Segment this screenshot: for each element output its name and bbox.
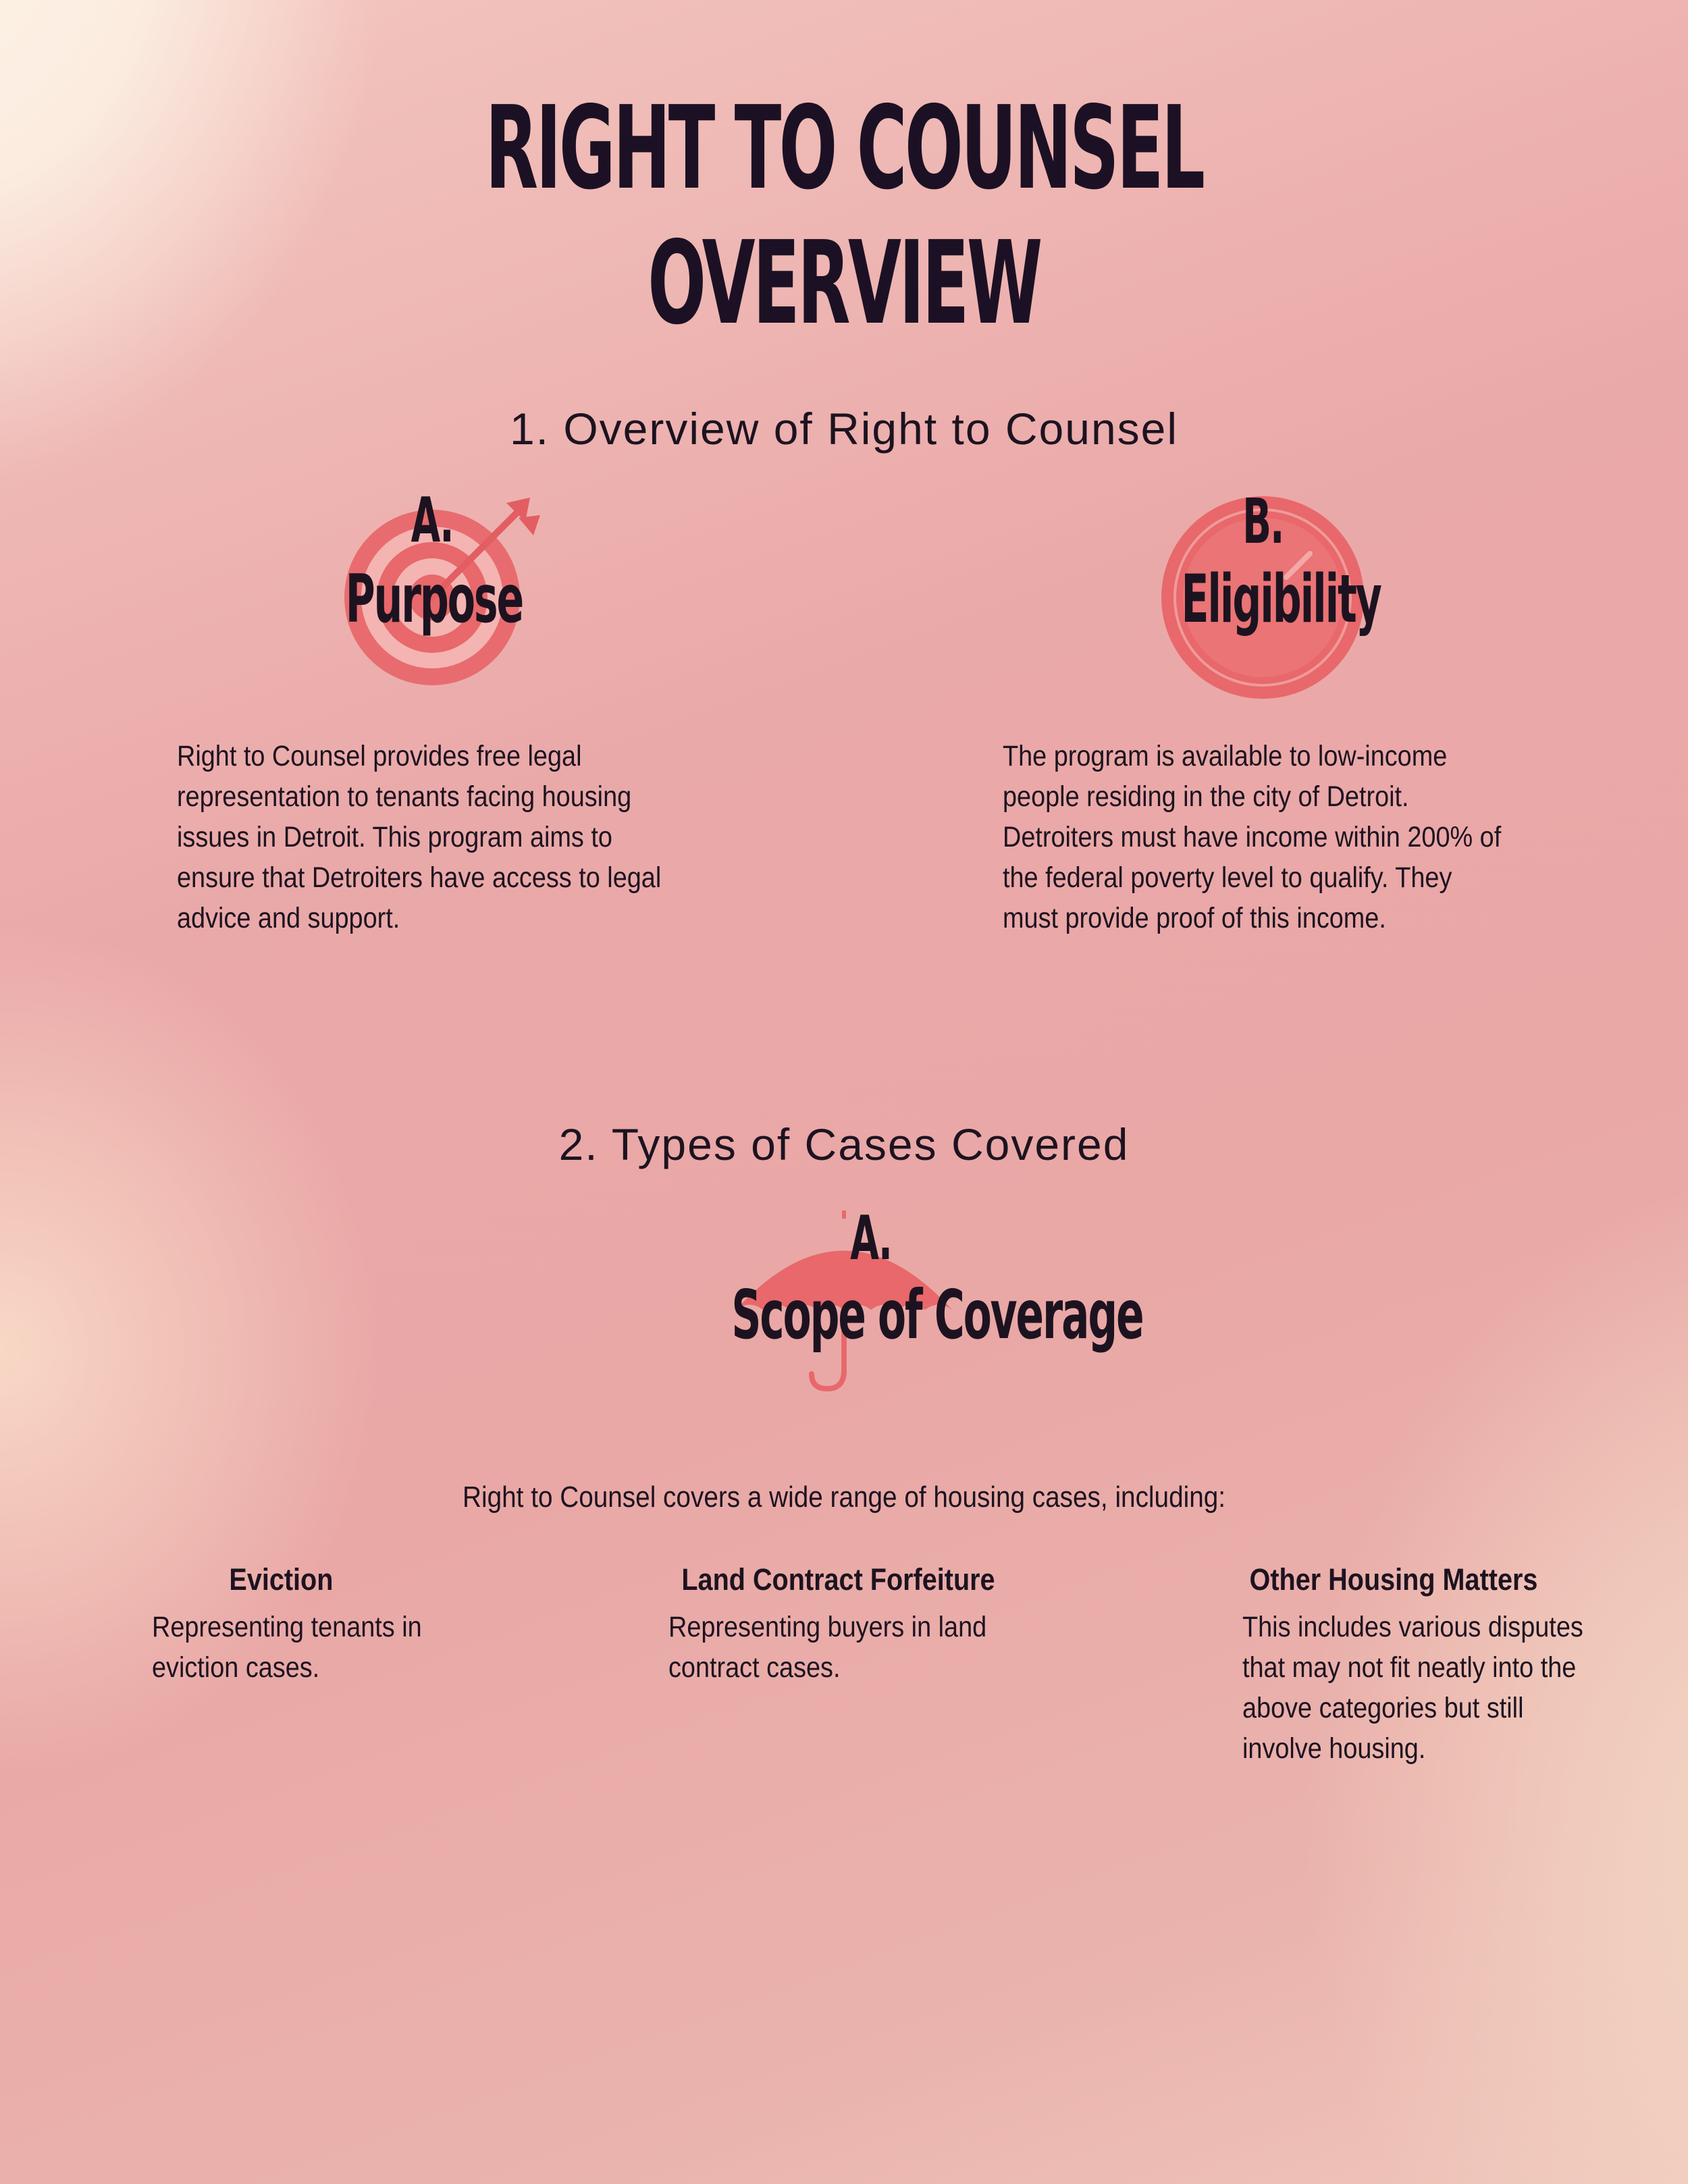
page-title: RIGHT TO COUNSEL OVERVIEW — [485, 82, 1203, 350]
section-2-heading: 2. Types of Cases Covered — [558, 1119, 1130, 1169]
case-heading: Other Housing Matters — [1249, 1562, 1538, 1597]
eligibility-text: The program is available to low-income people residing in the city of Detroit. Detroiters must have income within 200% of the federal poverty level to qualify. They must provide proof of this income. — [1003, 740, 1502, 934]
case-heading: Eviction — [229, 1562, 334, 1597]
eligibility-badge — [1134, 483, 1391, 726]
section-1-heading: 1. Overview of Right to Counsel — [509, 404, 1179, 454]
case-text: This includes various disputes that may not fit neatly into the above categories but still involve housing. — [1242, 1611, 1583, 1765]
purpose-label: Purpose — [345, 561, 523, 638]
case-text: Representing buyers in land contract cases. — [668, 1611, 987, 1684]
cases-intro-wrap — [0, 1477, 1688, 1518]
scope-badge — [635, 1203, 1143, 1401]
case-heading: Land Contract Forfeiture — [681, 1562, 995, 1597]
eligibility-letter: B. — [1242, 485, 1284, 558]
case-other-housing — [1242, 1560, 1661, 1769]
case-land-contract — [668, 1560, 1087, 1688]
scope-label: Scope of Coverage — [731, 1275, 1143, 1354]
cases-intro: Right to Counsel covers a wide range of housing cases, including: — [462, 1481, 1225, 1514]
purpose-letter: A. — [411, 484, 454, 556]
scope-letter: A. — [850, 1203, 892, 1274]
purpose-text: Right to Counsel provides free legal representation to tenants facing housing issues in Detroit. This program aims to ensure that Detroiters have access to legal advice and support. — [177, 740, 662, 934]
purpose-badge — [304, 483, 560, 726]
eligibility-label: Eligibility — [1181, 561, 1381, 638]
case-eviction — [152, 1560, 571, 1688]
case-text: Representing tenants in eviction cases. — [152, 1611, 422, 1684]
